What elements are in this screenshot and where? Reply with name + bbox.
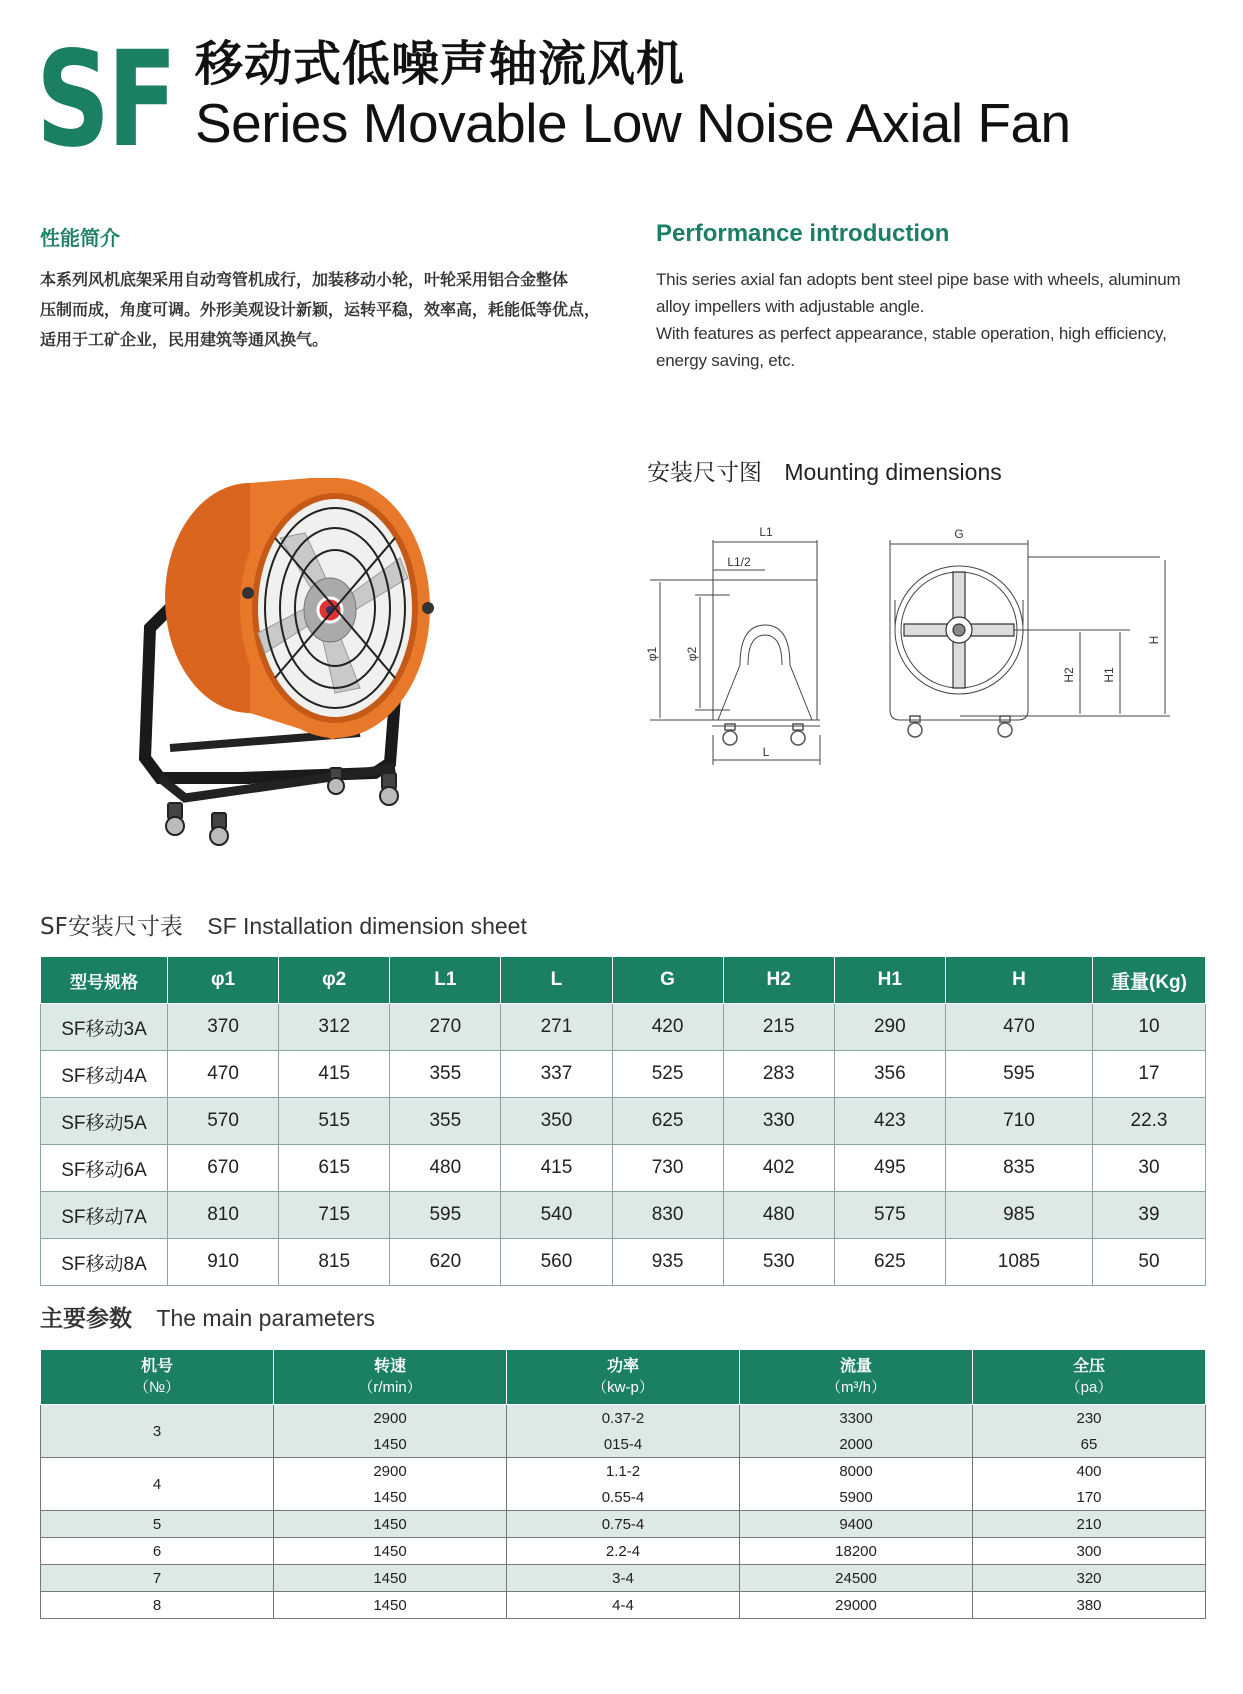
value-cell: 710 [945,1098,1092,1145]
param-value-cell: 2900 [274,1458,507,1485]
intro-text-cn [40,265,615,355]
parameters-title [40,1300,375,1333]
dim-header: 型号规格 [41,957,168,1004]
value-cell: 715 [279,1192,390,1239]
value-cell: 575 [834,1192,945,1239]
brand-logo: SF [36,23,175,177]
fan-product-image [130,478,470,848]
mounting-title [647,454,1002,487]
param-value-cell: 18200 [740,1538,973,1565]
label-h: H [1147,635,1161,645]
model-cell: SF移动4A [41,1051,168,1098]
intro-para-en-2: With features as perfect appearance, stable operation, high efficiency, energy saving, etc. [656,324,1167,370]
param-header-unit: （m³/h） [825,1379,886,1396]
value-cell: 480 [390,1145,501,1192]
mounting-diagram [640,520,1220,800]
value-cell: 495 [834,1145,945,1192]
parameters-title-cn: 主要参数 [40,1306,132,1332]
fan-number-cell: 7 [41,1565,274,1592]
value-cell: 17 [1093,1051,1206,1098]
value-cell: 525 [612,1051,723,1098]
value-cell: 30 [1093,1145,1206,1192]
param-header-name: 全压 [1072,1358,1105,1375]
intro-text-en [656,266,1216,374]
param-value-cell: 3300 [740,1405,973,1432]
value-cell: 355 [390,1098,501,1145]
dimension-table [40,956,1206,1286]
param-header-name: 流量 [839,1358,872,1375]
model-cell: SF移动6A [41,1145,168,1192]
intro-line-cn-1: 本系列风机底架采用自动弯管机成行，加装移动小轮，叶轮采用铝合金整体 [40,270,569,289]
value-cell: 570 [168,1098,279,1145]
mounting-title-en: Mounting dimensions [784,459,1002,485]
param-header-unit: （№） [133,1379,181,1396]
value-cell: 415 [501,1145,612,1192]
value-cell: 402 [723,1145,834,1192]
fan-number-cell: 5 [41,1511,274,1538]
table-row [41,1145,1206,1192]
dim-header: G [612,957,723,1004]
value-cell: 50 [1093,1239,1206,1286]
table-row [41,1004,1206,1051]
table-row [41,1592,1206,1619]
value-cell: 330 [723,1098,834,1145]
value-cell: 620 [390,1239,501,1286]
label-phi2: φ2 [685,646,699,662]
dim-header: H [945,957,1092,1004]
value-cell: 625 [834,1239,945,1286]
label-phi1: φ1 [645,646,659,662]
value-cell: 560 [501,1239,612,1286]
param-value-cell: 2900 [274,1405,507,1432]
param-value-cell: 380 [973,1592,1206,1619]
fan-number-cell: 3 [41,1405,274,1458]
page-title-en: Series Movable Low Noise Axial Fan [195,92,1071,154]
value-cell: 470 [945,1004,1092,1051]
parameters-table [40,1349,1206,1619]
param-header-unit: （pa） [1065,1379,1113,1396]
param-value-cell: 1450 [274,1565,507,1592]
value-cell: 290 [834,1004,945,1051]
value-cell: 615 [279,1145,390,1192]
param-header-unit: （r/min） [358,1379,422,1396]
dim-header: 重量(Kg) [1093,957,1206,1004]
table-row [41,1192,1206,1239]
value-cell: 420 [612,1004,723,1051]
param-value-cell: 1450 [274,1511,507,1538]
table-row [41,1565,1206,1592]
param-value-cell: 300 [973,1538,1206,1565]
fan-number-cell: 4 [41,1458,274,1511]
value-cell: 10 [1093,1004,1206,1051]
value-cell: 515 [279,1098,390,1145]
value-cell: 540 [501,1192,612,1239]
param-value-cell: 1450 [274,1431,507,1458]
value-cell: 935 [612,1239,723,1286]
table-row [41,1538,1206,1565]
dim-header: H2 [723,957,834,1004]
dim-header: φ1 [168,957,279,1004]
dim-header: L1 [390,957,501,1004]
param-value-cell: 1450 [274,1592,507,1619]
fan-number-cell: 8 [41,1592,274,1619]
intro-line-cn-2: 压制而成，角度可调。外形美观设计新颖，运转平稳，效率高，耗能低等优点， [40,300,601,319]
param-header-unit: （kw-p） [592,1379,654,1396]
param-header-name: 机号 [140,1358,173,1375]
value-cell: 810 [168,1192,279,1239]
value-cell: 270 [390,1004,501,1051]
dim-header: L [501,957,612,1004]
intro-para-en-1: This series axial fan adopts bent steel pipe base with wheels, aluminum alloy impellers with adjustable angle. [656,270,1181,316]
param-header-speed [274,1350,507,1405]
table-row [41,1511,1206,1538]
value-cell: 39 [1093,1192,1206,1239]
table-row [41,1051,1206,1098]
model-cell: SF移动8A [41,1239,168,1286]
param-header-pressure [973,1350,1206,1405]
param-value-cell: 8000 [740,1458,973,1485]
param-value-cell: 0.75-4 [507,1511,740,1538]
param-value-cell: 1450 [274,1484,507,1511]
value-cell: 415 [279,1051,390,1098]
param-value-cell: 1450 [274,1538,507,1565]
value-cell: 22.3 [1093,1098,1206,1145]
param-header-flow [740,1350,973,1405]
value-cell: 470 [168,1051,279,1098]
value-cell: 835 [945,1145,1092,1192]
param-header-no [41,1350,274,1405]
dim-header: φ2 [279,957,390,1004]
value-cell: 910 [168,1239,279,1286]
param-value-cell: 0.37-2 [507,1405,740,1432]
value-cell: 215 [723,1004,834,1051]
value-cell: 625 [612,1098,723,1145]
value-cell: 670 [168,1145,279,1192]
param-value-cell: 4-4 [507,1592,740,1619]
label-h1: H1 [1102,667,1116,683]
label-l12: L1/2 [727,555,751,569]
param-header-name: 转速 [373,1358,406,1375]
table-row [41,1458,1206,1485]
value-cell: 730 [612,1145,723,1192]
value-cell: 283 [723,1051,834,1098]
table-row [41,1239,1206,1286]
parameters-title-en: The main parameters [156,1305,375,1331]
value-cell: 830 [612,1192,723,1239]
label-l1: L1 [759,525,773,539]
param-value-cell: 65 [973,1431,1206,1458]
table-row [41,1098,1206,1145]
param-value-cell: 3-4 [507,1565,740,1592]
param-value-cell: 1.1-2 [507,1458,740,1485]
model-cell: SF移动7A [41,1192,168,1239]
param-value-cell: 170 [973,1484,1206,1511]
value-cell: 595 [390,1192,501,1239]
value-cell: 355 [390,1051,501,1098]
fan-number-cell: 6 [41,1538,274,1565]
value-cell: 1085 [945,1239,1092,1286]
model-cell: SF移动3A [41,1004,168,1051]
value-cell: 356 [834,1051,945,1098]
value-cell: 312 [279,1004,390,1051]
model-cell: SF移动5A [41,1098,168,1145]
table-row [41,1405,1206,1432]
param-value-cell: 210 [973,1511,1206,1538]
value-cell: 480 [723,1192,834,1239]
value-cell: 271 [501,1004,612,1051]
value-cell: 595 [945,1051,1092,1098]
value-cell: 337 [501,1051,612,1098]
param-value-cell: 400 [973,1458,1206,1485]
param-value-cell: 320 [973,1565,1206,1592]
param-value-cell: 2000 [740,1431,973,1458]
param-value-cell: 2.2-4 [507,1538,740,1565]
param-value-cell: 5900 [740,1484,973,1511]
dim-header: H1 [834,957,945,1004]
value-cell: 370 [168,1004,279,1051]
label-g: G [954,527,964,541]
intro-heading-en: Performance introduction [656,220,950,247]
param-header-name: 功率 [606,1358,639,1375]
value-cell: 985 [945,1192,1092,1239]
param-value-cell: 29000 [740,1592,973,1619]
label-l: L [762,745,770,759]
param-value-cell: 015-4 [507,1431,740,1458]
param-value-cell: 24500 [740,1565,973,1592]
dimension-sheet-title [40,908,527,941]
param-value-cell: 230 [973,1405,1206,1432]
label-h2: H2 [1062,667,1076,683]
value-cell: 350 [501,1098,612,1145]
mounting-title-cn: 安装尺寸图 [647,460,762,486]
page-title-cn: 移动式低噪声轴流风机 [195,36,686,92]
intro-heading-cn: 性能简介 [40,226,120,250]
value-cell: 423 [834,1098,945,1145]
value-cell: 815 [279,1239,390,1286]
value-cell: 530 [723,1239,834,1286]
intro-line-cn-3: 适用于工矿企业，民用建筑等通风换气。 [40,330,329,349]
param-value-cell: 0.55-4 [507,1484,740,1511]
param-header-power [507,1350,740,1405]
param-value-cell: 9400 [740,1511,973,1538]
dimension-sheet-title-cn: SF安装尺寸表 [40,914,183,940]
dimension-sheet-title-en: SF Installation dimension sheet [207,913,527,939]
